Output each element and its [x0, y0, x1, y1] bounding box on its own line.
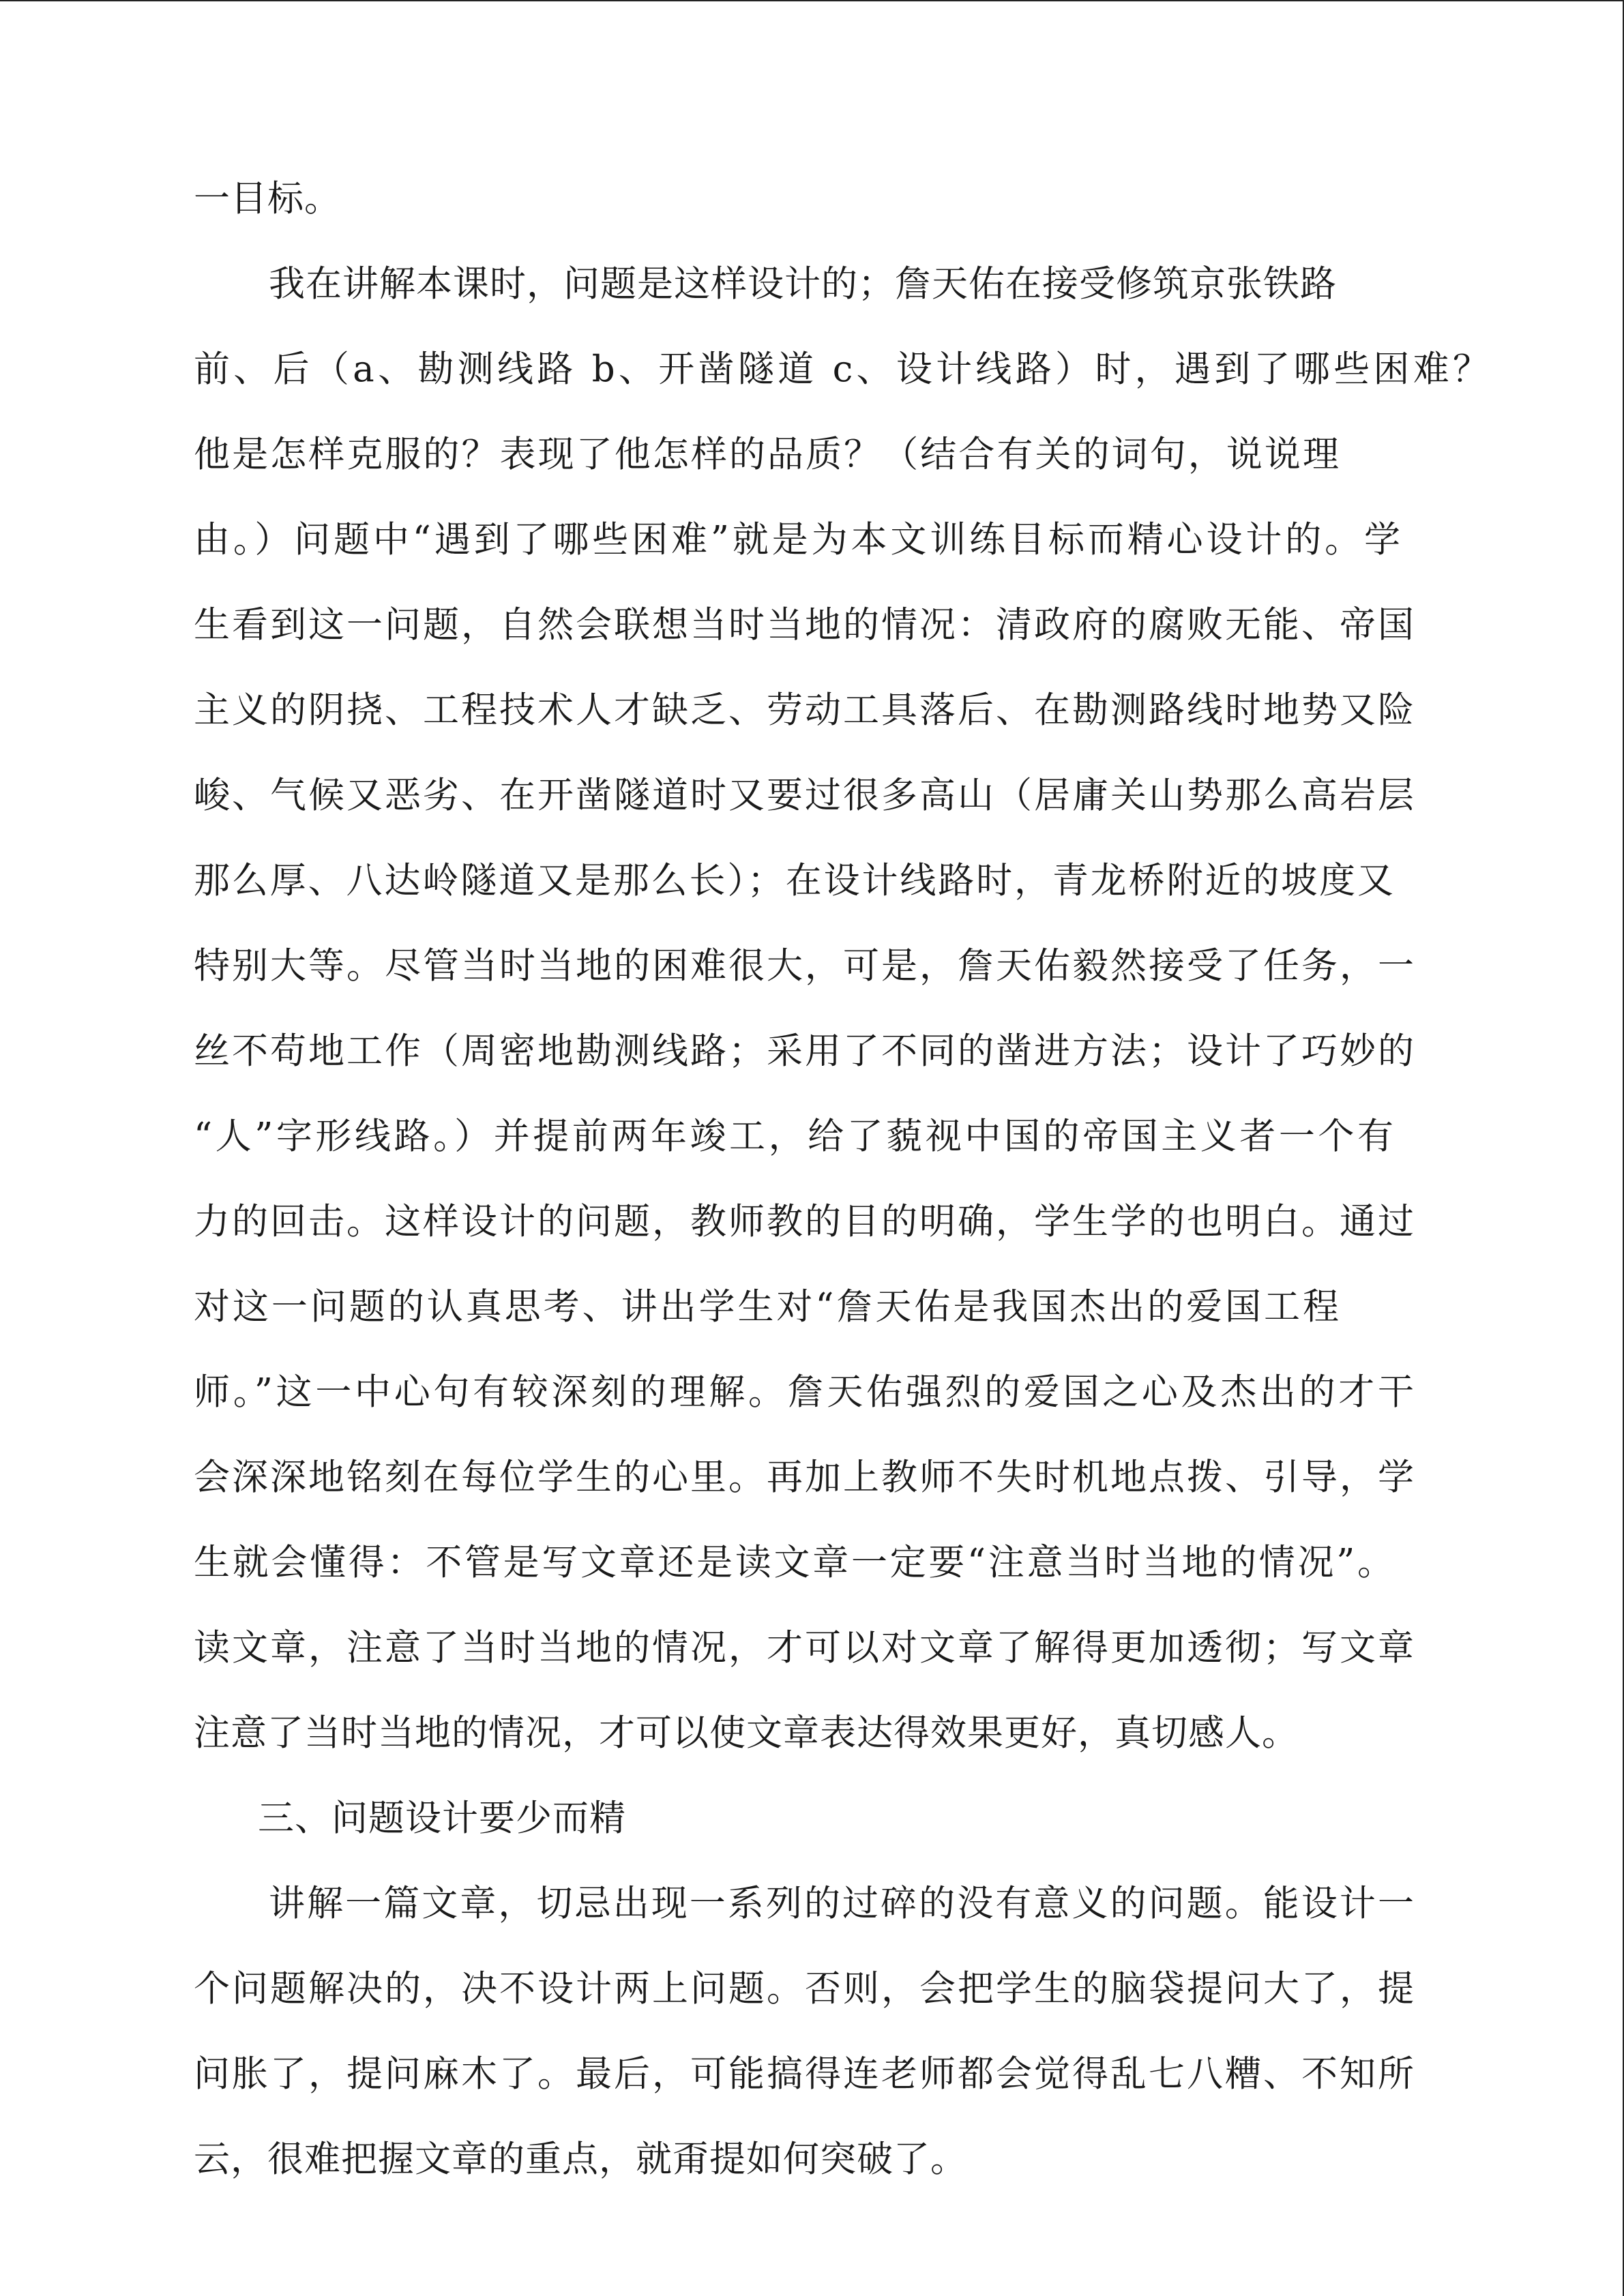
text-line-24: 云，很难把握文章的重点，就甭提如何突破了。: [194, 2138, 967, 2180]
section-heading: 三、问题设计要少而精: [258, 1798, 626, 1839]
text-line-19: 注意了当时当地的情况，才可以使文章表达得效果更好，真切感人。: [194, 1712, 1299, 1754]
text-line-5: 由。）问题中“遇到了哪些困难”就是为本文训练目标而精心设计的。学: [194, 519, 1401, 561]
text-line-21: 讲解一篇文章，切忌出现一系列的过碎的没有意义的问题。能设计一: [269, 1883, 1415, 1924]
text-line-2: 我在讲解本课时，问题是这样设计的；詹天佑在接受修筑京张铁路: [269, 263, 1337, 305]
text-line-12: “人”字形线路。）并提前两年竣工，给了藐视中国的帝国主义者一个有: [194, 1116, 1394, 1157]
text-line-6: 生看到这一问题，自然会联想当时当地的情况：清政府的腐败无能、帝国: [194, 604, 1415, 646]
text-line-7: 主义的阴挠、工程技术人才缺乏、劳动工具落后、在勘测路线时地势又险: [194, 689, 1415, 731]
text-line-17: 生就会懂得：不管是写文章还是读文章一定要“注意当时当地的情况”。: [194, 1542, 1394, 1583]
text-line-4: 他是怎样克服的？表现了他怎样的品质？（结合有关的词句，说说理: [194, 434, 1340, 475]
text-line-22: 个问题解决的，决不设计两上问题。否则，会把学生的脑袋提问大了，提: [194, 1968, 1415, 2010]
text-line-10: 特别大等。尽管当时当地的困难很大，可是，詹天佑毅然接受了任务，一: [194, 945, 1415, 987]
text-line-23: 问胀了，提问麻木了。最后，可能搞得连老师都会觉得乱七八糟、不知所: [194, 2053, 1415, 2095]
text-line-11: 丝不苟地工作（周密地勘测线路；采用了不同的凿进方法；设计了巧妙的: [194, 1030, 1415, 1072]
text-line-3: 前、后（a、勘测线路 b、开凿隧道 c、设计线路）时，遇到了哪些困难？: [194, 348, 1490, 390]
text-line-9: 那么厚、八达岭隧道又是那么长）；在设计线路时，青龙桥附近的坡度又: [194, 860, 1394, 901]
text-line-18: 读文章，注意了当时当地的情况，才可以对文章了解得更加透彻；写文章: [194, 1627, 1415, 1669]
text-line-1: 一目标。: [194, 178, 341, 220]
text-line-13: 力的回击。这样设计的问题，教师教的目的明确，学生学的也明白。通过: [194, 1201, 1415, 1242]
text-line-8: 峻、气候又恶劣、在开凿隧道时又要过很多高山（居庸关山势那么高岩层: [194, 775, 1415, 816]
text-line-15: 师。”这一中心句有较深刻的理解。詹天佑强烈的爱国之心及杰出的才干: [194, 1371, 1415, 1413]
text-line-16: 会深深地铭刻在每位学生的心里。再加上教师不失时机地点拨、引导，学: [194, 1457, 1415, 1498]
text-line-14: 对这一问题的认真思考、讲出学生对“詹天佑是我国杰出的爱国工程: [194, 1286, 1340, 1328]
